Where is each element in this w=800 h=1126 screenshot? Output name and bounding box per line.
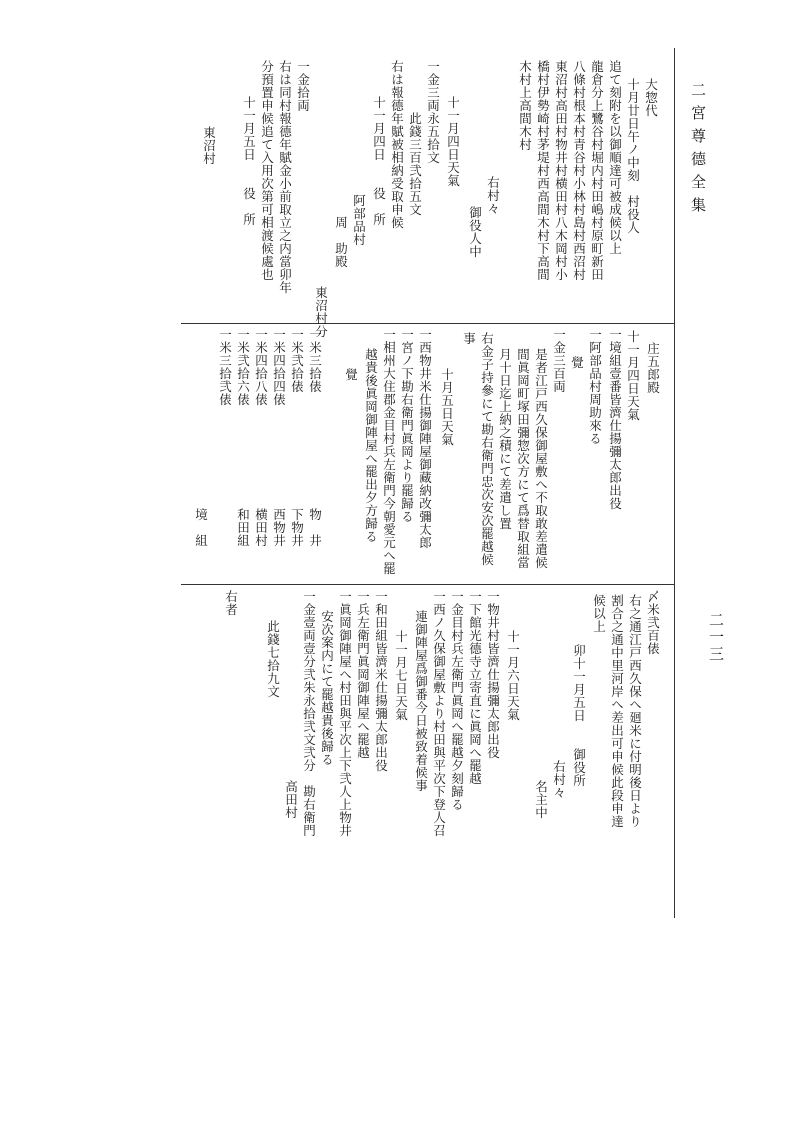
text-column: 西物井: [271, 508, 287, 547]
text-column: 東沼村分: [313, 286, 329, 338]
text-column: 覺: [569, 356, 585, 369]
text-column: 覺: [343, 368, 359, 381]
text-band-bottom: [184, 590, 670, 908]
text-column: 右者: [223, 590, 239, 616]
text-column: 一金拾両: [295, 60, 311, 112]
text-column: 東沼村高田村物井村横田村八木岡村小: [553, 60, 569, 281]
text-column: 一米四拾四俵: [271, 328, 287, 406]
text-column: 連御陣屋爲御番今日被致着候事: [413, 610, 429, 792]
text-column: 一境組壹番皆濟仕揚彌太郎出役: [607, 328, 623, 510]
text-column: 追て刻附を以御順達可被成候以上: [607, 60, 623, 255]
text-column: 横田村: [253, 508, 269, 547]
text-column: 十月五日天氣: [439, 368, 455, 446]
text-column: 一金目村兵左衛門眞岡へ罷越夕刻歸る: [449, 590, 465, 811]
text-column: 一下館光德寺立寄直に眞岡へ罷越: [467, 590, 483, 785]
text-column: 十一月四日天氣: [445, 96, 461, 187]
text-column: 木村上高間木村: [517, 60, 533, 151]
text-column: 一西ノ久保御屋敷より村田與平次下登人召: [431, 590, 447, 837]
text-column: 事: [461, 332, 477, 345]
text-column: 右は同村報德年賦金小前取立之内當卯年: [277, 60, 293, 294]
text-column: 十月廿日午ノ中刻 村役人: [625, 78, 641, 234]
text-column: 月十日迄上納之積にて差遣し置: [497, 348, 513, 530]
series-title: 二宮尊德全集: [689, 82, 707, 220]
text-column: 十一月六日天氣: [505, 630, 521, 721]
text-column: 和田組: [235, 508, 251, 547]
text-column: 分預置申候追て入用次第可相渡候處也: [259, 60, 275, 281]
text-column: 物 井: [307, 508, 323, 547]
text-column: 右は報德年賦被相納受取申候: [389, 60, 405, 229]
text-column: 十一月五日 役 所: [241, 96, 257, 226]
text-column: 一相州大住郡金目村兵左衛門今朝愛元へ罷: [381, 328, 397, 575]
text-column: 候以上: [591, 594, 607, 633]
text-column: 右之通江戸西久保へ廻米に付明後日より: [627, 594, 643, 828]
text-column: 割合之通中里河岸へ差出可申候此段申達: [609, 594, 625, 828]
text-column: 境 組: [193, 508, 209, 547]
text-column: 安次案内にて罷越貴後歸る: [319, 610, 335, 766]
text-column: 十一月七日天氣: [393, 630, 409, 721]
text-column: 一金壹両壹分弐朱永拾弐文弐分 勘右衛門: [301, 590, 317, 837]
text-column: 橋村伊勢崎村茅堤村西高間木村下高間: [535, 60, 551, 281]
text-band-middle: [184, 328, 670, 580]
band-divider: [181, 323, 674, 324]
text-column: 一米三拾俵: [307, 328, 323, 393]
text-column: 一阿部品村周助來る: [587, 328, 603, 445]
text-column: 此錢七拾九文: [265, 620, 281, 698]
text-column: 右村々: [485, 176, 501, 215]
text-column: 一和田組皆濟米仕揚彌太郎出役: [373, 590, 389, 772]
text-column: 大惣代: [643, 78, 659, 117]
text-band-top: [184, 56, 670, 338]
text-column: 高田村: [283, 780, 299, 819]
header-rule: [674, 48, 675, 918]
text-column: 一米弐拾六俵: [235, 328, 251, 406]
text-column: 一兵左衛門眞岡御陣屋へ罷越: [355, 590, 371, 759]
text-column: 一金三両永五拾文: [425, 60, 441, 164]
text-column: 名主中: [533, 780, 549, 819]
text-column: 是者江戸西久保御屋敷へ不取敢差遣候: [533, 348, 549, 569]
text-column: 龍倉分上鷺谷村堀内村田嶋村原町新田: [589, 60, 605, 281]
text-column: 一金三百両: [551, 328, 567, 393]
text-column: 此錢三百弐拾五文: [407, 112, 423, 216]
text-column: 一米三拾弐俵: [217, 328, 233, 406]
text-column: 一西物井米仕揚御陣屋御藏納改彌太郎: [417, 328, 433, 549]
text-column: 十一月四日天氣: [625, 330, 641, 421]
text-column: 十一月四日 役 所: [371, 96, 387, 226]
page-number: 二一三: [707, 612, 725, 663]
text-column: 一眞岡御陣屋へ村田與平次上下弐人上物井: [337, 590, 353, 837]
text-column: 右金子持參にて勘右衛門忠次安次罷越候: [479, 332, 495, 566]
text-column: 卯十一月五日 御役所: [571, 644, 587, 787]
text-column: 下物井: [289, 508, 305, 547]
text-column: 庄五郎殿: [645, 342, 661, 394]
text-column: 八條村根本村青谷村小林村島村西沼村: [571, 60, 587, 281]
text-column: 〆米弐百俵: [645, 590, 661, 655]
text-column: 東沼村: [201, 126, 217, 165]
text-column: 間眞岡町塚田彌惣次方にて爲替取組當: [515, 348, 531, 569]
text-column: 一米弐拾俵: [289, 328, 305, 393]
text-column: 越貴後眞岡御陣屋へ罷出夕方歸る: [363, 348, 379, 543]
text-column: 阿部品村: [351, 194, 367, 246]
text-column: 一物井村皆濟仕揚彌太郎出役: [485, 590, 501, 759]
text-column: 右村々: [551, 760, 567, 799]
band-divider: [181, 584, 674, 585]
text-column: 一宮ノ下勘右衛門眞岡より罷歸る: [399, 328, 415, 523]
text-column: 一米四拾八俵: [253, 328, 269, 406]
text-column: 周 助殿: [333, 216, 349, 268]
text-column: 御役人中: [467, 206, 483, 258]
